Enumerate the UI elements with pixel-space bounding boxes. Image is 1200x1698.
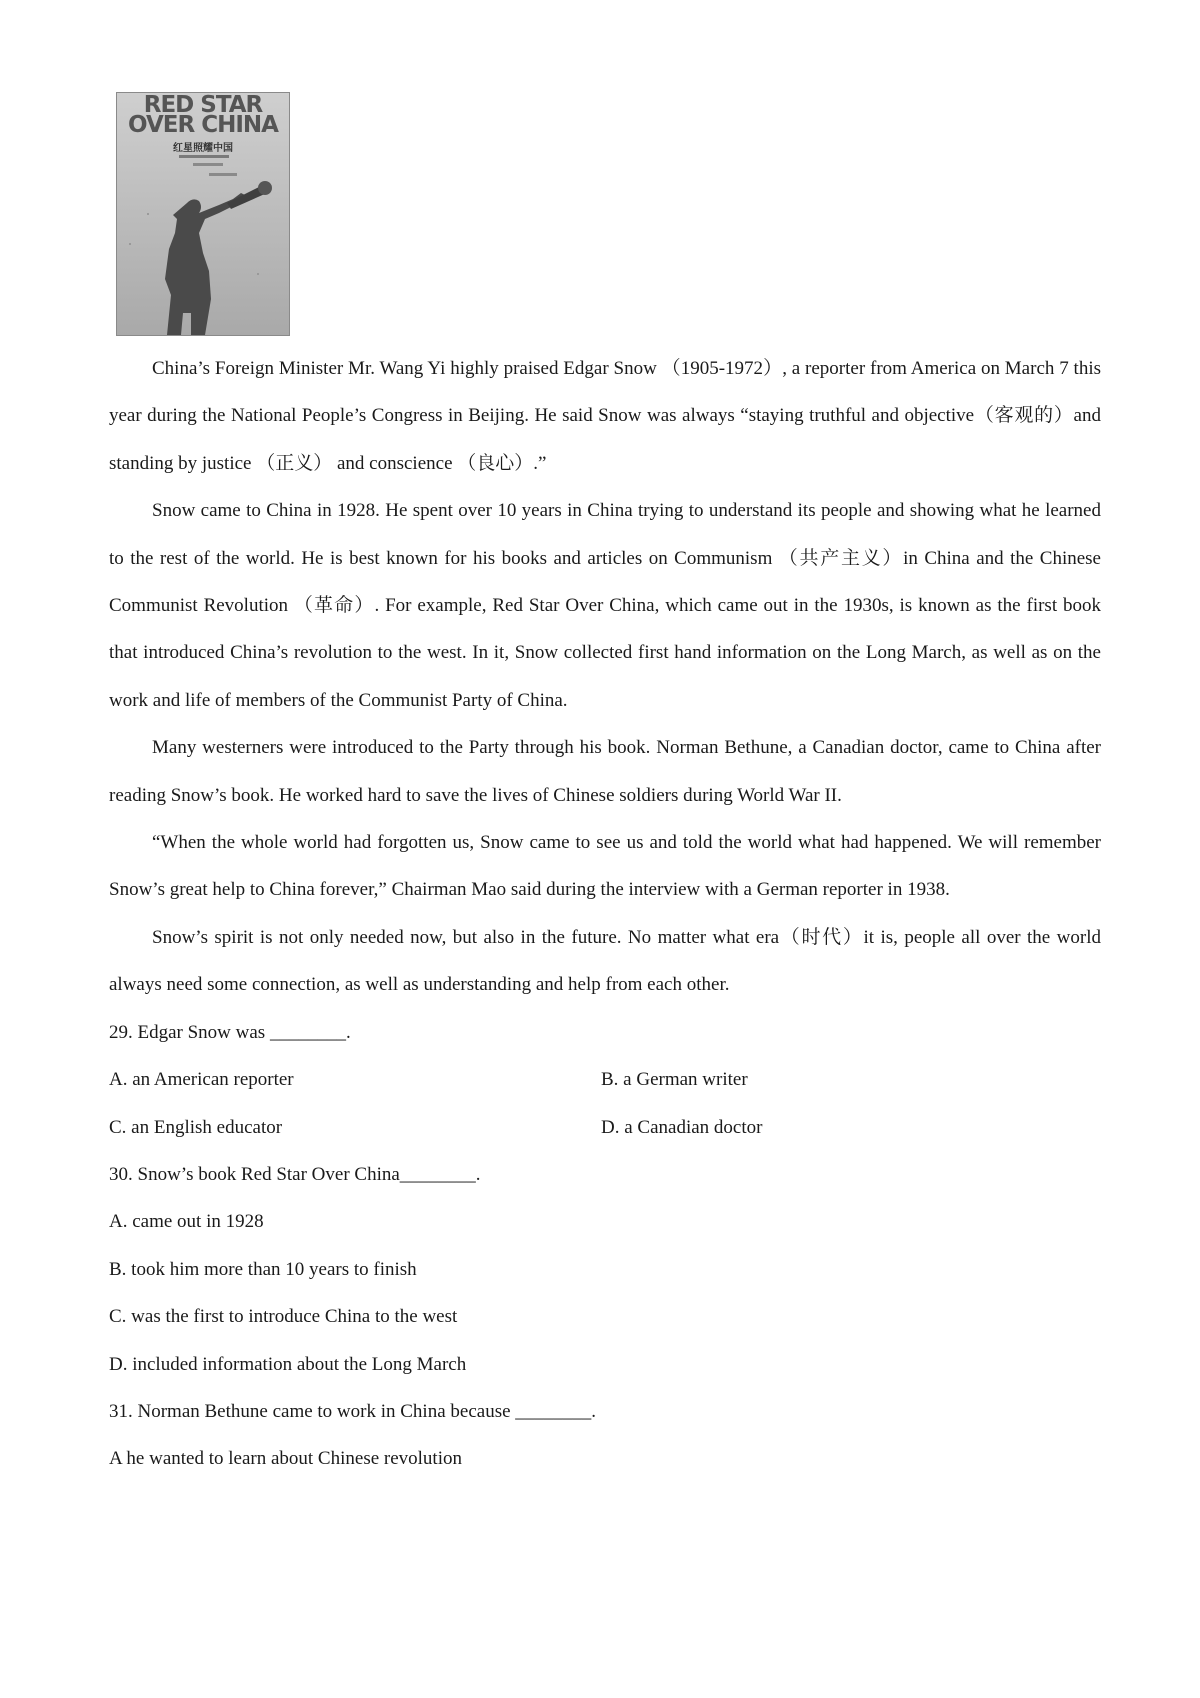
passage-paragraph-5: Snow’s spirit is not only needed now, but also in the future. No matter what era（时代）it is, people all over the world always need some connection, as well as understanding and help from each other. [109, 926, 1101, 996]
cover-title-line2: OVER CHINA [128, 112, 278, 138]
question-30-option-d: D. included information about the Long March [109, 1353, 467, 1375]
question-29-option-b: B. a German writer [601, 1069, 748, 1091]
question-30-option-c: C. was the first to introduce China to the west [109, 1306, 458, 1328]
passage-paragraph-2: Snow came to China in 1928. He spent over 10 years in China trying to understand its people and showing what he learned to the rest of the world. He is best known for his books and articles on Communism （共产主义）in China and the Chinese Communist Revolution （革命）. For example, Red Star Over China, which came out in the 1930s, is known as the first book that introduced China’s revolution to the west. In it, Snow collected first hand information on the Long March, as well as on the work and life of members of the Communist Party of China. [109, 500, 1101, 711]
question-30-option-a: A. came out in 1928 [109, 1211, 264, 1233]
question-30-option-b: B. took him more than 10 years to finish [109, 1258, 417, 1280]
question-29-options-row-2 [109, 1104, 1101, 1151]
passage-paragraph-4: “When the whole world had forgotten us, Snow came to see us and told the world what had happened. We will remember Snow’s great help to China forever,” Chairman Mao said during the interview with a German reporter in 1938. [109, 832, 1101, 901]
question-31-option-a: A he wanted to learn about Chinese revolution [109, 1448, 462, 1470]
cover-title [117, 92, 289, 138]
passage-paragraph-3: Many westerners were introduced to the Party through his book. Norman Bethune, a Canadian doctor, came to China after reading Snow’s book. He worked hard to save the lives of Chinese soldiers during World War II. [109, 737, 1101, 806]
question-31-stem: 31. Norman Bethune came to work in China because ________. [109, 1400, 597, 1422]
reading-content [109, 345, 1101, 1483]
cover-title-line1: RED STAR [143, 92, 263, 118]
question-29-stem: 29. Edgar Snow was ________. [109, 1021, 351, 1043]
question-29-option-d: D. a Canadian doctor [601, 1116, 763, 1138]
cover-subtitle-cn: 红星照耀中国 [173, 143, 233, 154]
question-29-option-c: C. an English educator [109, 1116, 283, 1138]
book-cover-image [116, 92, 290, 336]
question-30-stem: 30. Snow’s book Red Star Over China________. [109, 1163, 481, 1185]
question-29-options-row-1 [109, 1056, 1101, 1103]
question-29-option-a: A. an American reporter [109, 1069, 294, 1091]
passage-paragraph-1: China’s Foreign Minister Mr. Wang Yi highly praised Edgar Snow （1905-1972）, a reporter from America on March 7 this year during the National People’s Congress in Beijing. He said Snow was always “staying truthful and objective（客观的）and standing by justice （正义） and conscience （良心）.” [109, 358, 1101, 474]
